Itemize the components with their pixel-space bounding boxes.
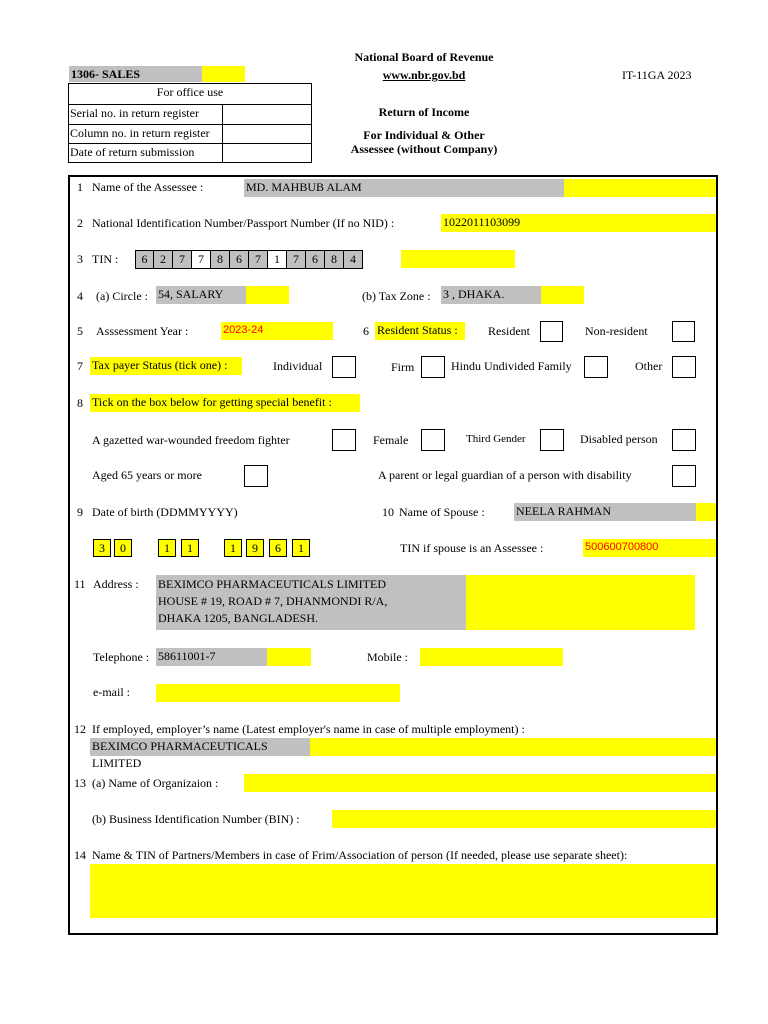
serial-no-label: Serial no. in return register (70, 106, 199, 120)
tin-digit[interactable]: 1 (268, 250, 287, 269)
date-submission-label: Date of return submission (70, 145, 195, 159)
nonresident-checkbox[interactable] (672, 321, 695, 342)
tin-extra[interactable] (401, 250, 515, 268)
tin-digit[interactable]: 7 (192, 250, 211, 269)
female-label: Female (373, 433, 409, 447)
bin-field[interactable] (332, 810, 716, 828)
parent-guardian-checkbox[interactable] (672, 465, 696, 487)
organization-label: (a) Name of Organizaion : (92, 776, 219, 790)
address-line-3: DHAKA 1205, BANGLADESH. (158, 611, 319, 625)
dob-digit[interactable]: 1 (158, 539, 176, 557)
nid-label: National Identification Number/Passport Number (If no NID) : (92, 216, 395, 230)
resident-label: Resident (488, 324, 530, 338)
employer-field[interactable]: BEXIMCO PHARMACEUTICALS LIMITED (90, 738, 310, 756)
huf-label: Hindu Undivided Family (451, 359, 572, 373)
office-use-table (68, 83, 312, 163)
address-label: Address : (93, 577, 139, 591)
field-6-number: 6 (363, 324, 369, 338)
tin-label: TIN : (92, 252, 119, 266)
tin-digit[interactable]: 7 (173, 250, 192, 269)
telephone-extra[interactable] (267, 648, 311, 666)
email-field[interactable] (156, 684, 400, 702)
field-8-number: 8 (77, 396, 83, 410)
assessment-year-field[interactable]: 2023-24 (221, 322, 333, 340)
nid-field[interactable]: 1022011103099 (441, 214, 716, 232)
war-wounded-checkbox[interactable] (332, 429, 356, 451)
field-5-number: 5 (77, 324, 83, 338)
assessment-year-label: Asssessment Year : (96, 324, 189, 338)
dob-digit[interactable]: 1 (292, 539, 310, 557)
field-3-number: 3 (77, 252, 83, 266)
telephone-label: Telephone : (93, 650, 150, 664)
bin-label: (b) Business Identification Number (BIN) : (92, 812, 300, 826)
tin-digit[interactable]: 4 (344, 250, 363, 269)
tin-digit[interactable]: 7 (249, 250, 268, 269)
field-11-number: 11 (74, 577, 86, 591)
field-14-number: 14 (74, 848, 86, 862)
address-line-2: HOUSE # 19, ROAD # 7, DHANMONDI R/A, (158, 594, 388, 608)
dob-digit[interactable]: 9 (246, 539, 264, 557)
address-extra[interactable] (466, 575, 695, 630)
tin-digit[interactable]: 7 (287, 250, 306, 269)
partners-label: Name & TIN of Partners/Members in case of Frim/Association of person (If needed, please use separate sheet): (92, 848, 628, 862)
form-id: IT-11GA 2023 (622, 68, 692, 82)
other-checkbox[interactable] (672, 356, 696, 378)
spouse-tin-field[interactable]: 500600700800 (583, 539, 716, 557)
website-link[interactable]: www.nbr.gov.bd (382, 68, 466, 82)
other-label: Other (635, 359, 663, 373)
address-line-1: BEXIMCO PHARMACEUTICALS LIMITED (158, 577, 386, 591)
field-10-number: 10 (382, 505, 394, 519)
dob-digit[interactable]: 0 (114, 539, 132, 557)
firm-checkbox[interactable] (421, 356, 445, 378)
spouse-tin-label: TIN if spouse is an Assessee : (400, 541, 544, 555)
circle-field[interactable]: 54, SALARY (156, 286, 246, 304)
telephone-field[interactable]: 58611001-7 (156, 648, 267, 666)
nonresident-label: Non-resident (585, 324, 648, 338)
resident-checkbox[interactable] (540, 321, 563, 342)
dob-digit[interactable]: 1 (181, 539, 199, 557)
disabled-label: Disabled person (580, 432, 658, 446)
tax-zone-field[interactable]: 3 , DHAKA. (441, 286, 541, 304)
tin-digit[interactable]: 6 (306, 250, 325, 269)
field-4-number: 4 (77, 289, 83, 303)
individual-label: Individual (273, 359, 323, 373)
field-2-number: 2 (77, 216, 83, 230)
individual-checkbox[interactable] (332, 356, 356, 378)
parent-guardian-label: A parent or legal guardian of a person with disability (378, 468, 632, 482)
female-checkbox[interactable] (421, 429, 445, 451)
sales-code-highlight (202, 66, 245, 82)
dob-digit[interactable]: 1 (224, 539, 242, 557)
field-12-number: 12 (74, 722, 86, 736)
aged-label: Aged 65 years or more (92, 468, 202, 482)
field-7-number: 7 (77, 359, 83, 373)
tin-digit[interactable]: 6 (135, 250, 154, 269)
huf-checkbox[interactable] (584, 356, 608, 378)
spouse-label: Name of Spouse : (399, 505, 485, 519)
mobile-field[interactable] (420, 648, 563, 666)
board-name: National Board of Revenue (354, 50, 494, 64)
dob-digit[interactable]: 6 (269, 539, 287, 557)
dob-label: Date of birth (DDMMYYYY) (92, 505, 238, 519)
mobile-label: Mobile : (367, 650, 408, 664)
dob-digit[interactable]: 3 (93, 539, 111, 557)
employer-label: If employed, employer’s name (Latest employer's name in case of multiple employment) : (92, 722, 525, 736)
resident-status-label: Resident Status : (375, 322, 465, 340)
disabled-checkbox[interactable] (672, 429, 696, 451)
address-field[interactable] (156, 575, 466, 630)
assessee-name-extra[interactable] (564, 179, 716, 197)
aged-checkbox[interactable] (244, 465, 268, 487)
tin-digit[interactable]: 8 (325, 250, 344, 269)
sales-code: 1306- SALES (69, 66, 202, 82)
return-subtitle-1: For Individual & Other (363, 128, 485, 142)
column-no-label: Column no. in return register (70, 126, 210, 140)
spouse-name-extra[interactable] (696, 503, 716, 521)
field-13-number: 13 (74, 776, 86, 790)
war-wounded-label: A gazetted war-wounded freedom fighter (92, 433, 290, 447)
circle-label: (a) Circle : (96, 289, 148, 303)
third-gender-label: Third Gender (466, 433, 526, 445)
third-gender-checkbox[interactable] (540, 429, 564, 451)
tax-zone-extra[interactable] (541, 286, 584, 304)
tax-zone-label: (b) Tax Zone : (362, 289, 431, 303)
office-use-title: For office use (156, 85, 224, 99)
organization-field[interactable] (244, 774, 716, 792)
email-label: e-mail : (93, 685, 130, 699)
taxpayer-status-label: Tax payer Status (tick one) : (90, 357, 242, 375)
assessee-name-field[interactable]: MD. MAHBUB ALAM (244, 179, 564, 197)
circle-extra[interactable] (246, 286, 289, 304)
tin-digit[interactable]: 8 (211, 250, 230, 269)
firm-label: Firm (391, 360, 415, 374)
tin-digit[interactable]: 6 (230, 250, 249, 269)
special-benefit-label: Tick on the box below for getting special benefit : (90, 394, 360, 412)
return-title: Return of Income (378, 105, 470, 119)
employer-extra[interactable] (310, 738, 716, 756)
partners-field[interactable] (90, 864, 716, 918)
assessee-name-label: Name of the Assessee : (92, 180, 204, 194)
tin-digit[interactable]: 2 (154, 250, 173, 269)
spouse-name-field[interactable]: NEELA RAHMAN (514, 503, 696, 521)
tin-digit-boxes[interactable] (135, 250, 401, 269)
field-9-number: 9 (77, 505, 83, 519)
field-1-number: 1 (77, 180, 83, 194)
return-subtitle-2: Assessee (without Company) (350, 142, 498, 156)
